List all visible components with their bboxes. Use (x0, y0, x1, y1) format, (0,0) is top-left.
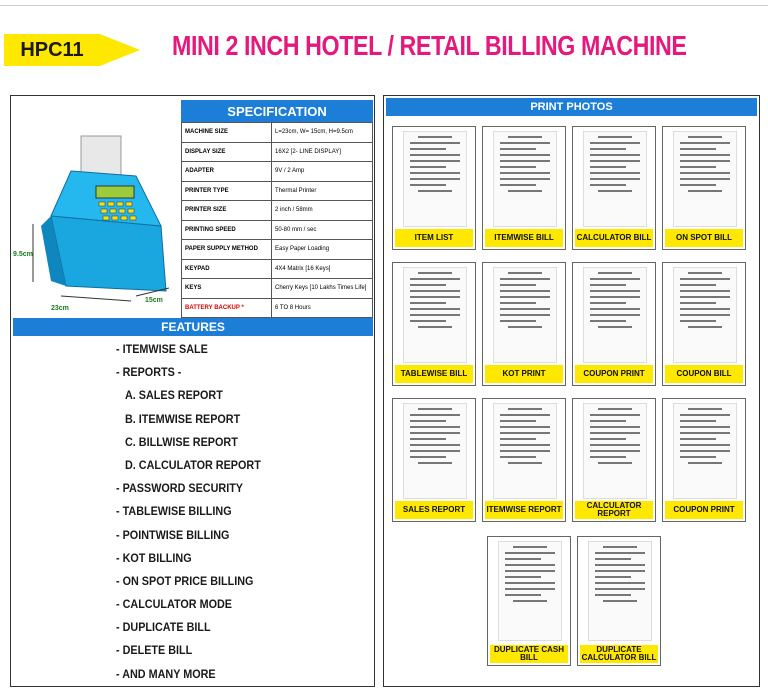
receipt-image (583, 131, 647, 227)
card-label: SALES REPORT (395, 501, 473, 519)
spec-title: SPECIFICATION (181, 100, 373, 122)
page-title: MINI 2 INCH HOTEL / RETAIL BILLING MACHINE (172, 30, 687, 61)
header (0, 0, 768, 88)
table-row: PRINTER TYPE Thermal Printer (182, 181, 373, 201)
receipt-card (482, 126, 566, 250)
arrow-icon (100, 34, 140, 66)
photos-title: PRINT PHOTOS (386, 98, 757, 116)
list-item: A. SALES REPORT (125, 388, 223, 403)
table-row: BATTERY BACKUP * 6 TO 8 Hours (182, 298, 373, 318)
card-label: DUPLICATE CASH BILL (490, 645, 568, 663)
spec-panel (10, 95, 375, 687)
list-item: - REPORTS - (116, 365, 182, 380)
width-label: 23cm (51, 305, 69, 312)
height-label: 9.5cm (13, 251, 33, 258)
receipt-card (572, 398, 656, 522)
card-label: ITEMWISE BILL (485, 229, 563, 247)
list-item: - KOT BILLING (116, 550, 192, 565)
card-label: TABLEWISE BILL (395, 365, 473, 383)
receipt-card (662, 126, 746, 250)
receipt-card (662, 262, 746, 386)
list-item: - CALCULATOR MODE (116, 597, 233, 612)
card-label: CALCULATOR REPORT (575, 501, 653, 519)
features-list (116, 342, 366, 690)
table-row: PAPER SUPPLY METHOD Easy Paper Loading (182, 240, 373, 260)
receipt-card (482, 262, 566, 386)
receipt-card (392, 262, 476, 386)
receipt-card (572, 126, 656, 250)
card-label: ON SPOT BILL (665, 229, 743, 247)
receipt-image (588, 541, 652, 641)
receipt-card (572, 262, 656, 386)
table-row: PRINTER SIZE 2 inch / 58mm (182, 201, 373, 221)
table-row: DISPLAY SIZE 16X2 [2- LINE DISPLAY] (182, 142, 373, 162)
depth-label: 15cm (145, 297, 163, 304)
divider (0, 5, 768, 6)
features-title: FEATURES (13, 318, 373, 336)
machine-image (11, 96, 179, 316)
receipt-image (673, 267, 737, 363)
card-label: KOT PRINT (485, 365, 563, 383)
list-item: - AND MANY MORE (116, 666, 216, 681)
receipt-card (392, 398, 476, 522)
table-row: KEYS Cherry Keys [10 Lakhs Times Life] (182, 279, 373, 299)
table-row: PRINTING SPEED 50-80 mm / sec (182, 220, 373, 240)
receipt-image (493, 267, 557, 363)
card-label: DUPLICATE CALCULATOR BILL (581, 645, 657, 662)
card-label: COUPON PRINT (665, 501, 743, 519)
list-item: - ITEMWISE SALE (116, 342, 208, 356)
receipt-image (673, 403, 737, 499)
receipt-image (403, 403, 467, 499)
list-item: - DUPLICATE BILL (116, 620, 211, 635)
receipt-image (493, 403, 557, 499)
card-label: CALCULATOR BILL (575, 229, 653, 247)
list-item: C. BILLWISE REPORT (125, 434, 238, 449)
table-row: KEYPAD 4X4 Matrix [16 Keys] (182, 259, 373, 279)
model-badge: HPC11 (4, 34, 100, 66)
table-row: ADAPTER 9V / 2 Amp (182, 162, 373, 182)
receipt-card (482, 398, 566, 522)
list-item: B. ITEMWISE REPORT (125, 411, 241, 426)
list-item: - ON SPOT PRICE BILLING (116, 573, 254, 588)
receipt-image (493, 131, 557, 227)
receipt-image (583, 267, 647, 363)
photos-panel (383, 95, 760, 687)
receipt-card (662, 398, 746, 522)
list-item: - POINTWISE BILLING (116, 527, 230, 542)
receipt-card (392, 126, 476, 250)
receipt-image (403, 267, 467, 363)
card-label: ITEM LIST (395, 229, 473, 247)
card-label: COUPON BILL (665, 365, 743, 383)
card-label: COUPON PRINT (575, 365, 653, 383)
list-item: D. CALCULATOR REPORT (125, 457, 261, 472)
receipt-image (673, 131, 737, 227)
receipt-card (487, 536, 571, 666)
receipt-image (498, 541, 562, 641)
receipt-image (583, 403, 647, 499)
list-item: - PASSWORD SECURITY (116, 481, 244, 496)
table-row: MACHINE SIZE L=23cm, W= 15cm, H=9.5cm (182, 123, 373, 143)
list-item: - TABLEWISE BILLING (116, 504, 232, 519)
list-item: - DELETE BILL (116, 643, 193, 658)
receipt-card (577, 536, 661, 666)
spec-table (181, 122, 373, 318)
receipt-image (403, 131, 467, 227)
card-label: ITEMWISE REPORT (485, 501, 563, 519)
